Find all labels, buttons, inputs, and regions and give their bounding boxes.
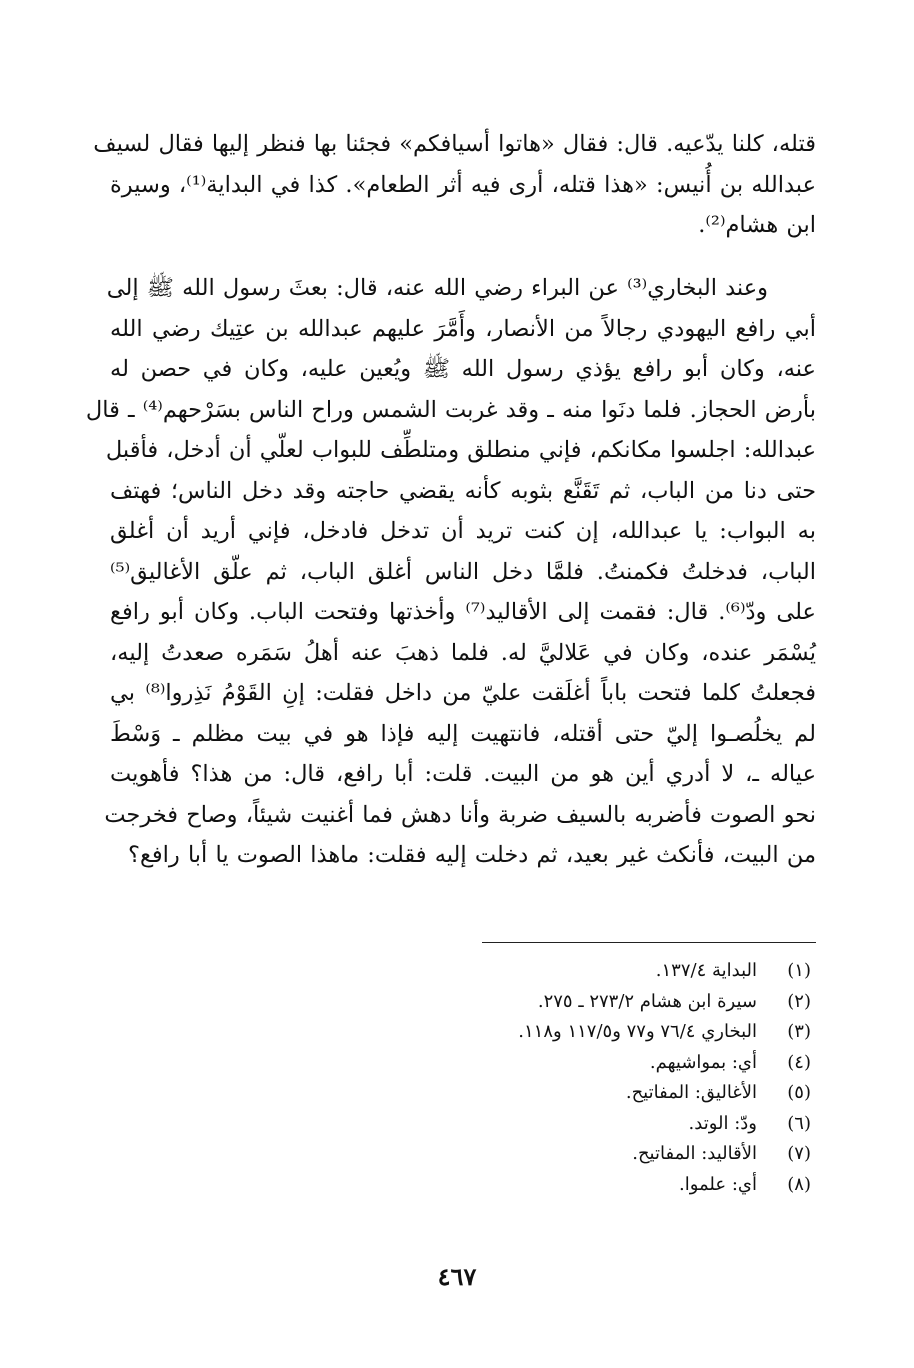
footnote-item: [300, 1170, 815, 1201]
footnote-text: أي: علموا.: [678, 1173, 757, 1195]
footnote-divider: [482, 942, 816, 943]
text-line: عبدالله: اجلسوا مكانكم، فإني منطلق ومتلطِّف للبواب لعلّي أن أدخل، فأقبل: [105, 437, 816, 463]
footnote-number: (٢): [787, 990, 811, 1012]
footnote-text: الأقاليد: المفاتيح.: [632, 1143, 757, 1164]
text-line: فجعلتُ كلما فتحت باباً أغلَقت عليّ من داخل فقلت: إنِ القَوْمُ نَذِروا⁽⁸⁾ بي: [110, 680, 816, 706]
text-line: عياله ـ، لا أدري أين هو من البيت. قلت: أبا رافع، قال: من هذا؟ فأهويت: [110, 761, 816, 787]
text-line: عنه، وكان أبو رافع يؤذي رسول الله ﷺ ويُعين عليه، وكان في حصن له: [110, 356, 816, 382]
footnote-item: [300, 1109, 815, 1140]
footnote-item: [300, 956, 815, 987]
footnote-number: (١): [787, 960, 811, 981]
footnote-number: (٨): [787, 1173, 811, 1195]
footnote-number: (٦): [787, 1112, 811, 1134]
footnote-text: ودّ: الوتد.: [688, 1112, 757, 1134]
footnote-item: [300, 1139, 815, 1170]
footnote-number: (٣): [787, 1021, 811, 1042]
text-line: يُسْمَر عنده، وكان في عَلاليَّ له. فلما ذهبَ عنه أهلُ سَمَره صعدتُ إليه،: [110, 639, 816, 666]
footnote-text: البخاري ٧٦/٤ و٧٧ و١١٧/٥ و١١٨.: [518, 1021, 757, 1042]
text-line: حتى دنا من الباب، ثم تَقَنَّع بثوبه كأنه يقضي حاجته وقد دخل الناس؛ فهتف: [110, 477, 816, 504]
text-line: الباب، فدخلتُ فكمنتُ. فلمَّا دخل الناس أغلق الباب، ثم علّق الأغاليق⁽⁵⁾: [110, 558, 816, 585]
page-number: ٤٦٧: [437, 1262, 477, 1291]
footnote-item: [300, 1078, 815, 1109]
text-line: ابن هشام⁽²⁾.: [698, 212, 816, 238]
text-line: لم يخلُصـوا إليّ حتى أقتله، فانتهيت إليه فإذا هو في بيت مظلم ـ وَسْطَ: [110, 720, 816, 747]
text-line: به البواب: يا عبدالله، إن كنت تريد أن تدخل فادخل، فإني أريد أن أغلق: [110, 518, 816, 544]
text-line: بأرض الحجاز. فلما دنَوا منه ـ وقد غربت الشمس وراح الناس بسَرْحهم⁽⁴⁾ ـ قال: [85, 396, 816, 423]
text-line: وعند البخاري⁽³⁾ عن البراء رضي الله عنه، قال: بعثَ رسول الله ﷺ إلى: [106, 275, 768, 301]
text-line: أبي رافع اليهودي رجالاً من الأنصار، وأَمَّرَ عليهم عبدالله بن عتِيك رضي الله: [110, 315, 816, 342]
footnote-text: أي: بمواشيهم.: [649, 1051, 757, 1073]
footnote-text: البداية ١٣٧/٤.: [655, 960, 757, 981]
text-line: على ودّ⁽⁶⁾. قال: فقمت إلى الأقاليد⁽⁷⁾ وأخذتها وفتحت الباب. وكان أبو رافع: [110, 599, 816, 625]
text-line: نحو الصوت فأضربه بالسيف ضربة وأنا دهش فما أغنيت شيئاً، وصاح فخرجت: [104, 801, 816, 828]
footnotes-list: [300, 956, 815, 1200]
paragraph-continued: [93, 124, 817, 246]
footnote-item: [300, 1048, 815, 1079]
paragraph-bukhari-narration: [85, 268, 816, 876]
footnote-item: [300, 987, 815, 1018]
footnote-text: سيرة ابن هشام ٢٧٣/٢ ـ ٢٧٥.: [537, 990, 757, 1012]
text-line: من البيت، فأنكث غير بعيد، ثم دخلت إليه فقلت: ماهذا الصوت يا أبا رافع؟: [128, 842, 816, 868]
footnote-text: الأغاليق: المفاتيح.: [625, 1082, 757, 1103]
footnote-number: (٥): [787, 1082, 811, 1103]
footnote-number: (٧): [787, 1143, 811, 1164]
text-line: عبدالله بن أُنيس: «هذا قتله، أرى فيه أثر الطعام». كذا في البداية⁽¹⁾، وسيرة: [110, 171, 817, 198]
footnote-item: [300, 1017, 815, 1048]
footnote-number: (٤): [787, 1051, 811, 1073]
text-line: قتله، كلنا يدّعيه. قال: فقال «هاتوا أسيافكم» فجئنا بها فنظر إليها فقال لسيف: [93, 131, 816, 157]
